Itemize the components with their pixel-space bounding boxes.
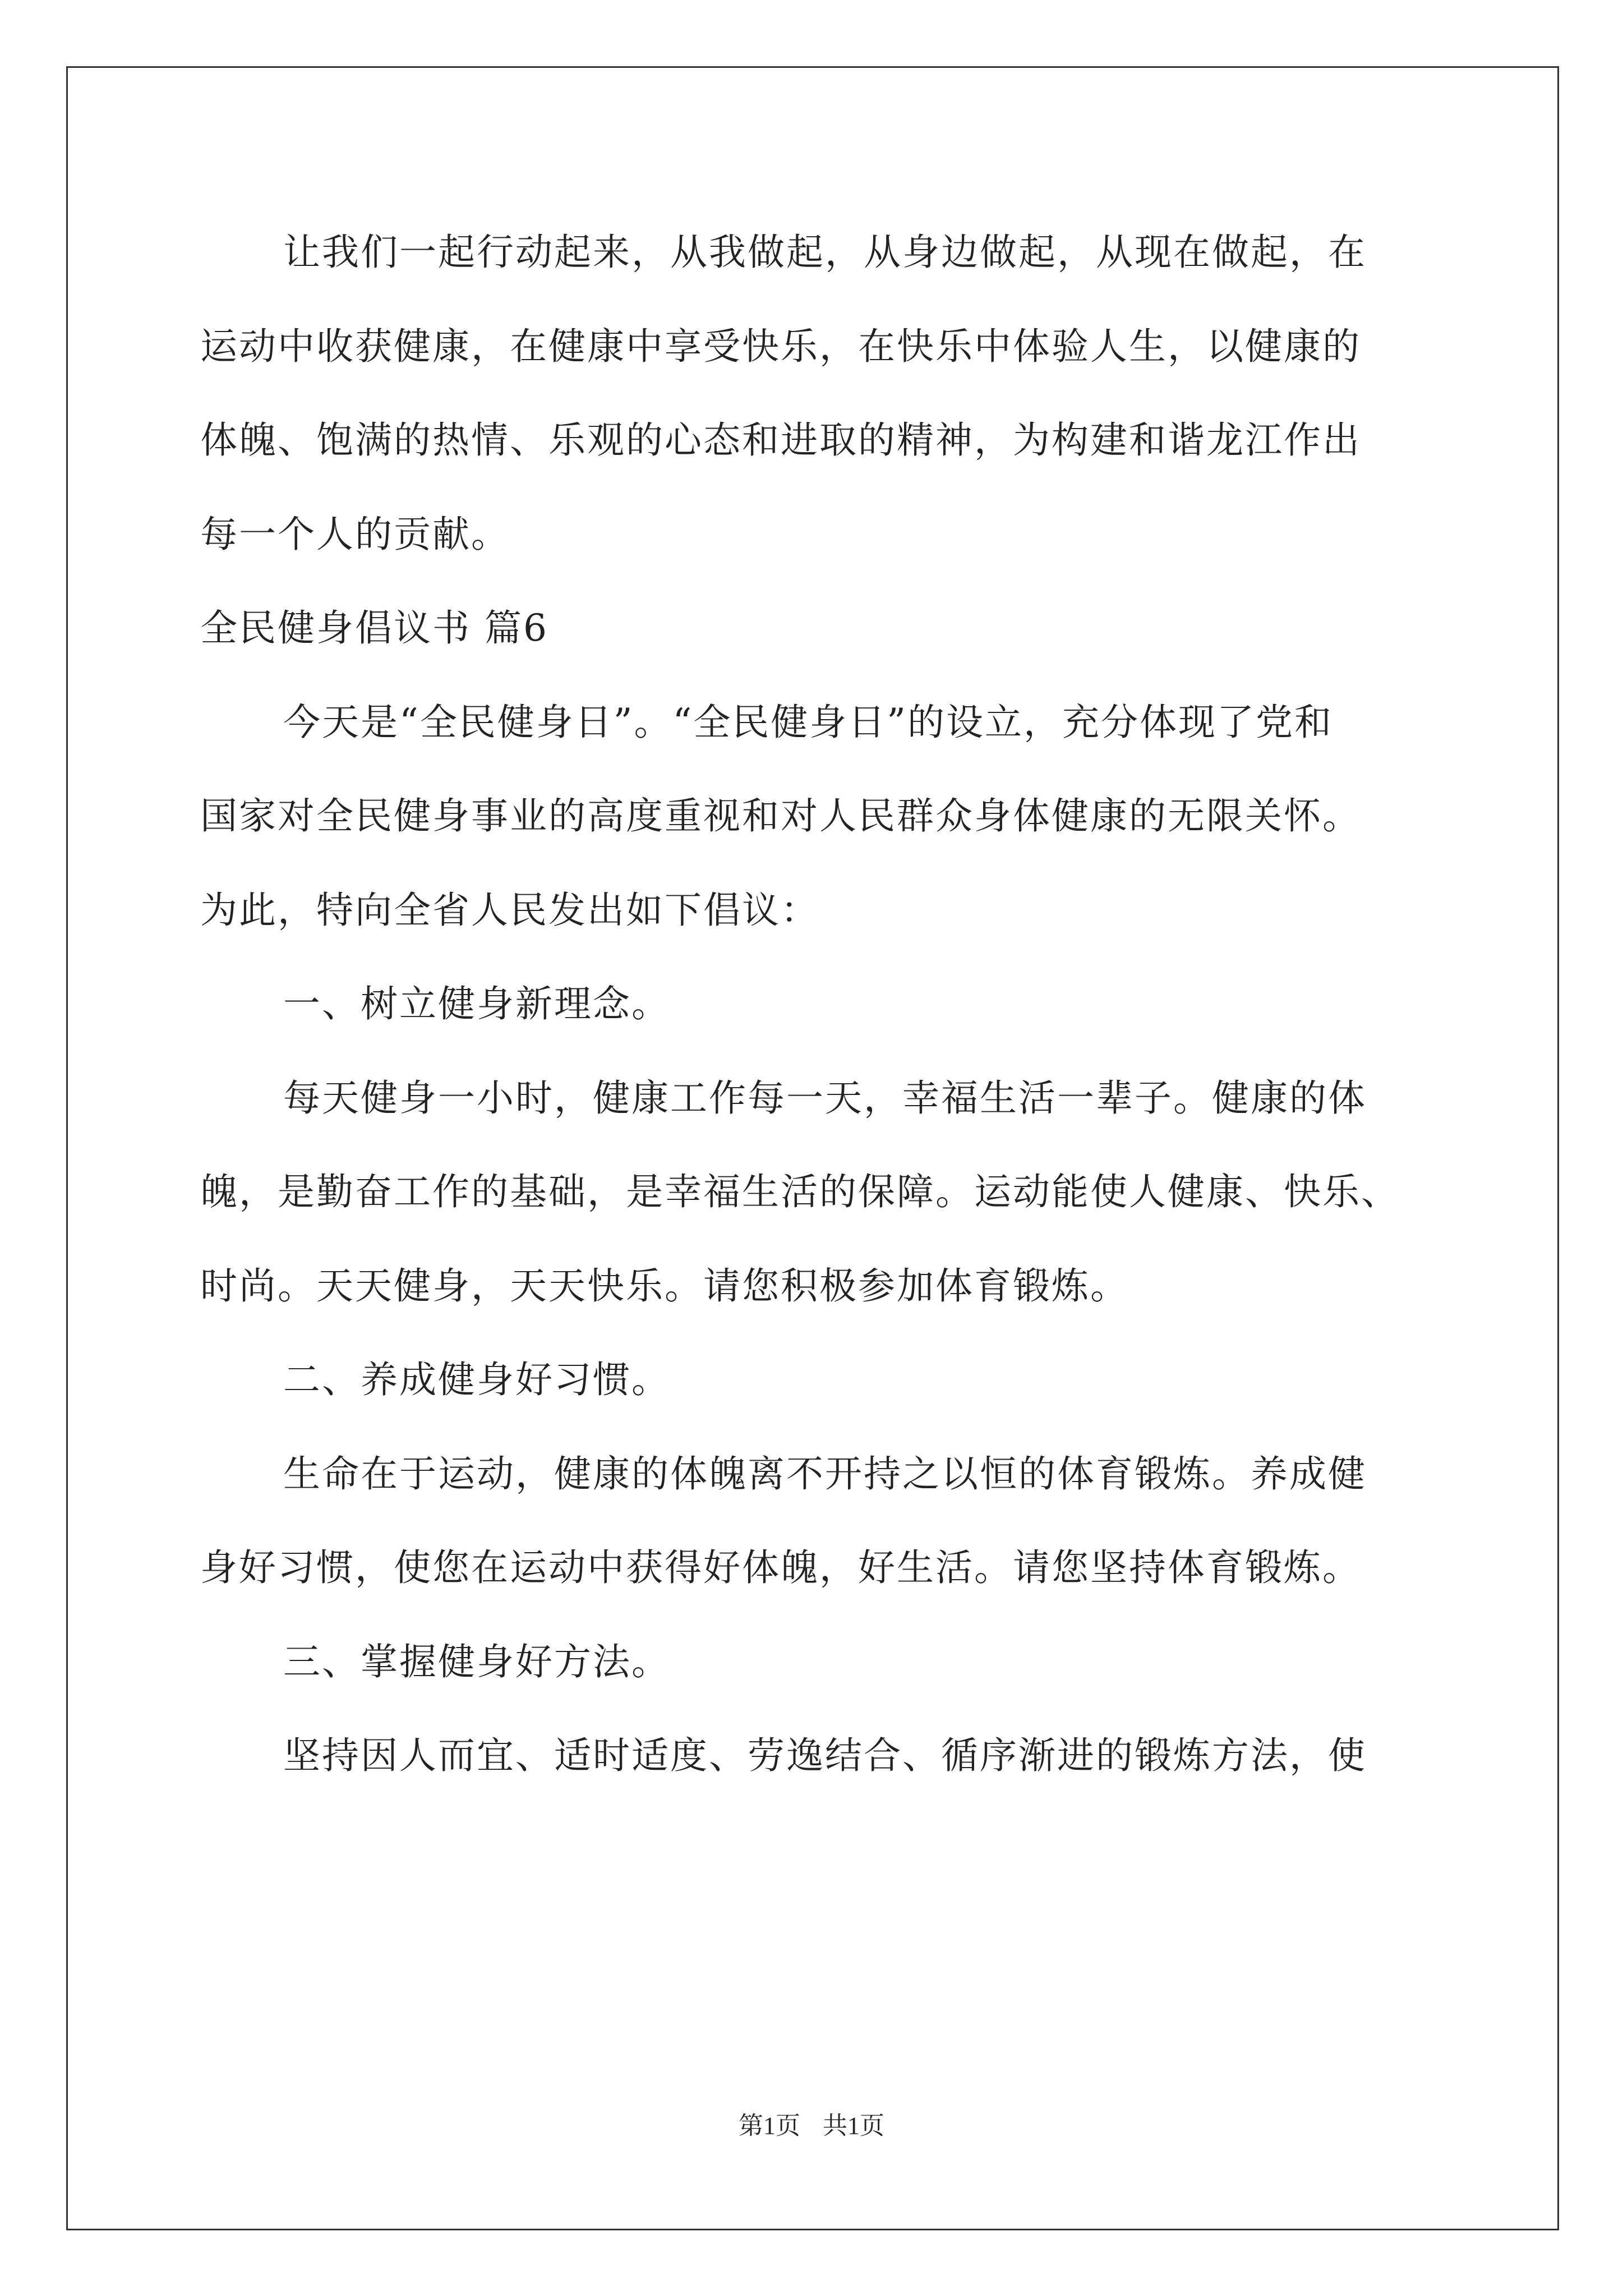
paragraph-line: 魄，是勤奋工作的基础，是幸福生活的保障。运动能使人健康、快乐、 (200, 1170, 1400, 1213)
section-heading: 全民健身倡议书 篇6 (200, 606, 548, 650)
paragraph-line: 让我们一起行动起来，从我做起，从身边做起，从现在做起，在 (283, 231, 1367, 274)
page-total: 共1页 (823, 2112, 884, 2139)
page-number: 第1页 (739, 2112, 800, 2139)
paragraph-line: 坚持因人而宜、适时适度、劳逸结合、循序渐进的锻炼方法，使 (283, 1734, 1367, 1777)
paragraph-line: 身好习惯，使您在运动中获得好体魄，好生活。请您坚持体育锻炼。 (200, 1546, 1361, 1589)
paragraph-line: 为此，特向全省人民发出如下倡议： (200, 889, 819, 932)
paragraph-line: 体魄、饱满的热情、乐观的心态和进取的精神，为构建和谐龙江作出 (200, 418, 1361, 462)
paragraph-line: 今天是“全民健身日”。“全民健身日”的设立，充分体现了党和 (283, 701, 1333, 744)
subheading-line: 二、养成健身好习惯。 (283, 1358, 670, 1401)
page-footer (0, 2109, 1623, 2143)
paragraph-line: 运动中收获健康，在健康中享受快乐，在快乐中体验人生，以健康的 (200, 325, 1361, 368)
paragraph-line: 生命在于运动，健康的体魄离不开持之以恒的体育锻炼。养成健 (283, 1452, 1367, 1496)
subheading-line: 三、掌握健身好方法。 (283, 1640, 670, 1683)
page-border (66, 66, 1559, 2230)
subheading-line: 一、树立健身新理念。 (283, 982, 670, 1025)
paragraph-line: 每天健身一小时，健康工作每一天，幸福生活一辈子。健康的体 (283, 1076, 1367, 1120)
paragraph-line: 国家对全民健身事业的高度重视和对人民群众身体健康的无限关怀。 (200, 794, 1361, 838)
paragraph-line: 每一个人的贡献。 (200, 513, 510, 556)
paragraph-line: 时尚。天天健身，天天快乐。请您积极参加体育锻炼。 (200, 1264, 1129, 1308)
